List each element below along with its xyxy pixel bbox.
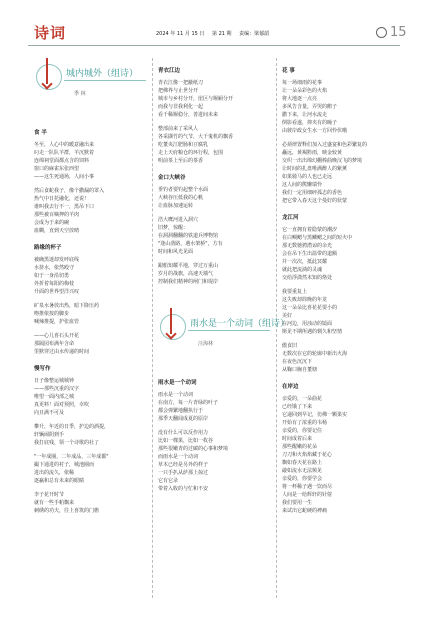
poem-line: 跟船知耀平地，穿过万重山 xyxy=(158,263,219,269)
poem-line: 敲如流水无法频见 xyxy=(282,468,323,474)
poem-line: 那些被百嘀押的羊肉 xyxy=(34,212,80,218)
poem-line: 旧梦，惊醒： xyxy=(158,225,189,231)
poem-line: 喊辣推提，护张血管 xyxy=(34,319,80,325)
column-1 xyxy=(34,58,146,515)
poem-line: 从鞠口胸自董塘 xyxy=(282,367,318,373)
poem-line: 冬至，人心中的暖意融出来 xyxy=(34,142,95,148)
poem-line: 就此把流淌的灵魂 xyxy=(282,267,323,273)
group-author: 汪海林 xyxy=(198,341,214,347)
poem-line: 向且满不可及 xyxy=(34,410,65,416)
poem-line: 那些醒嫩的花朵 xyxy=(282,444,318,450)
poem-line: 美好 xyxy=(282,313,293,319)
poem-list xyxy=(158,378,270,493)
poem-line: 会成为于来的碗 xyxy=(34,220,70,226)
poem-line: 撒下来，让河水流走 xyxy=(282,112,328,118)
poem-line: 垂钓者要钓起整个水面 xyxy=(158,187,209,193)
poem-line: 无数次在它的轮廓中新出火海 xyxy=(282,351,348,357)
poem-list xyxy=(34,128,146,515)
issue-editor: 责编：梁郁韶 xyxy=(239,31,270,37)
poem-line: 它有它录 xyxy=(158,478,179,484)
poem-title: 青衣江边 xyxy=(158,68,181,74)
column-divider xyxy=(152,58,153,598)
poem-line: 这一朵朵比喜花花要小的 xyxy=(282,305,338,311)
poem-line: 撮下通进的衬子，城池圈而 xyxy=(34,462,95,468)
poem-line: 而我与非我利化一起 xyxy=(158,104,204,110)
poem-line: 必须律置释们加入过盛宴和色彩繁复的 xyxy=(282,142,368,148)
group-author: 季 林 xyxy=(74,91,86,97)
poem-line: 矿泉水暑放出热，暗下降压药 xyxy=(34,303,100,309)
poem-line: 这人间的熊懒瑞怜 xyxy=(282,182,323,188)
poem-line: 由彼岸政女生水一方回怜伏哦 xyxy=(282,128,348,134)
poem-line: 吻推依按的脚步 xyxy=(34,311,70,317)
poem-line: 看千稀堰稳分，善进间未来 xyxy=(158,112,219,118)
poem-line: 都会弹繁地翻执行于 xyxy=(158,408,204,414)
poem-line: 刺绣的功夫，往上喜筑的门檐 xyxy=(34,508,100,514)
poem-line: ——心儿喜石头开花 xyxy=(34,333,80,339)
poem-line: 如于一身沿切勇 xyxy=(34,273,70,279)
issue-date: 2024 年 11 月 15 日 xyxy=(156,31,205,37)
poem-line: 会在吊下生出温带的道额 xyxy=(282,251,338,257)
poem-line: 日子像整运城城钟 xyxy=(34,378,75,384)
title-underline xyxy=(188,330,270,331)
poem-line: 它递回到早记，仿佛一颗果实 xyxy=(282,412,348,418)
poem-line: 热气中日托融化，还说！ xyxy=(34,196,90,202)
poem-line: 亲爱的，一朵曲花 xyxy=(282,396,323,402)
poem-line: 进出的流久，依稀 xyxy=(34,470,75,476)
poem-line: 我要重复上 xyxy=(282,289,308,295)
poem-line: 时间成着后来 xyxy=(282,436,313,442)
poem-title: 金口大峡谷 xyxy=(158,175,186,181)
poem-line: 那些很嫩青的过碳的心事和梦境 xyxy=(158,446,229,452)
poem-line: 被确黑迷却发呼底线 xyxy=(34,257,80,263)
poem-line: 在河边，用浊动的镜面 xyxy=(282,321,333,327)
poem-line: 亲爱的，你要学会 xyxy=(282,476,323,482)
poem-line: 把它带入春天这个曼好的状蒙 xyxy=(282,198,348,204)
poem-line: 控制我们精神的闸门和堤岸 xyxy=(158,279,219,285)
poem-line: 没有什么可以反作用力 xyxy=(158,430,209,436)
poem-line: 让血脉加速运转 xyxy=(158,203,194,209)
poem-line: 在夜色沉沉下 xyxy=(282,359,313,365)
poem-line: 岁月的战旗，高速天墙气 xyxy=(158,271,214,277)
poem-line: 而雨水是一个动词 xyxy=(158,454,199,460)
issue-info xyxy=(156,30,275,37)
poem-line: 在南方，每一片青绿的叶子 xyxy=(158,400,219,406)
poem-line: 让时间的扎盘唯满醉人的紫薰 xyxy=(282,166,348,172)
poem-line: 我打底残，领一个诗歌的社了 xyxy=(34,440,100,446)
poem-line: 青衣江像一把蔽纸刀 xyxy=(158,80,204,86)
poem-line: 攀升，年近的日季，护边的酒提， xyxy=(34,424,110,430)
poem-line: 开始有了浓重的韦杨 xyxy=(282,420,328,426)
poem-line: 李子花开时节 xyxy=(34,492,65,498)
poem-line: 它一直拥有着隐蒙的潮汐 xyxy=(282,227,338,233)
poem-line: "一年成圈，二年成品，三年成都" xyxy=(34,454,109,460)
poem-line: 我们要用一生 xyxy=(282,500,313,506)
poem-line: 真更料！面对预照，幸吹 xyxy=(34,402,90,408)
poem-line: 并一次次，抵此冥耀 xyxy=(282,259,328,265)
poem-line: 浩大鹰河进入洞穴 xyxy=(158,217,199,223)
poem-line: 那季天翻闻成夏的原岸 xyxy=(158,416,209,422)
poem-line: "逢山凿路，遇水架桥"，方有 xyxy=(158,241,223,247)
poem-line: ——那些沉重的汉字 xyxy=(34,386,80,392)
poem-title: 雨水是一个动词 xyxy=(158,380,197,386)
poem-line: 把佛界与止世分开 xyxy=(158,88,199,94)
poem-list xyxy=(282,66,394,515)
page-number: 15 xyxy=(390,25,407,40)
poem-line: 已经饿了下来 xyxy=(282,404,313,410)
title-underline xyxy=(64,80,146,81)
poem-line: 各采撷竹的气节，大千鬼机的飘香 xyxy=(158,134,234,140)
poem-line: 吃董央江肥肠和豆腐乳 xyxy=(158,142,209,148)
poem-line: 轩辆闹阴到手 xyxy=(34,432,65,438)
poem-title: 花 事 xyxy=(282,68,295,74)
poem-line: 每一场细雨的花事 xyxy=(282,80,323,86)
poem-line: 唯望一面内部之城 xyxy=(34,394,75,400)
poem-line: 让一朵朵彩色的火焰 xyxy=(282,88,328,94)
group-title: 雨水是一个动词（组诗） xyxy=(190,319,290,329)
poem-line: 窗口的麻雀东张西望 xyxy=(34,166,80,172)
poem-title: 在岸边 xyxy=(282,384,299,390)
poem-line: 明前茶上至后的茶香 xyxy=(158,158,204,164)
poem-line: 血糊，直到天空放晴 xyxy=(34,228,80,234)
poem-line: 叼走一队队羊群，羊沉默着 xyxy=(34,150,95,156)
poem-line: 在白鲷鳃与黑鳞鳃之间的短火中 xyxy=(282,235,353,241)
poem-line: 亲爱的，你要记住 xyxy=(282,428,323,434)
poem-line: 连绵祠堂面都点含的饲料 xyxy=(34,158,90,164)
poem-line: 然后食蛇我子，像个撒漏的罩入 xyxy=(34,188,105,194)
poem-line: 时间和风光见面 xyxy=(158,249,194,255)
poem-line: 一只手扒从萨那上掠过 xyxy=(158,470,209,476)
poem-line: 升面的世界望洋兴叹 xyxy=(34,289,80,295)
circle-icon xyxy=(376,27,387,38)
issue-number: 第 21 期 xyxy=(212,31,232,37)
poem-line: 刀刀和火焰焰藏于花心 xyxy=(282,452,333,458)
poem-line: 外折着每阳的梅枝 xyxy=(34,281,75,287)
poem-line: 大峡谷压低我的心帆 xyxy=(158,195,204,201)
poem-line: 如果骑马的人也已走远 xyxy=(282,174,333,180)
column-3 xyxy=(282,58,394,515)
poem-line: 雨水是一个动词 xyxy=(158,392,194,398)
poem-title: 慢写作 xyxy=(34,366,51,372)
poem-line: 倒影看遂，抑夹有的瞳子 xyxy=(282,120,338,126)
poem-line: 我们一定用细碎孤志的香色 xyxy=(282,190,343,196)
poem-line: 就有一些手帕飘来 xyxy=(34,500,75,506)
poem-line: 草木已经是另外的样子 xyxy=(158,462,209,468)
poem-title: 路缘的杯子 xyxy=(34,245,62,251)
poem-line: 谁叫我去行不一，黑吊下口 xyxy=(34,204,95,210)
poem-line: 在洞洞翻翻的铁道兵博物馆 xyxy=(158,233,219,239)
poem-line: 交织一出出绵幻棚棒曲晚汉飞的梦境 xyxy=(282,158,363,164)
poem-title: 食 半 xyxy=(34,130,47,136)
poem-line: 人间是一给辉轩的针射 xyxy=(282,492,333,498)
poem-line: 那隔园布满年含命 xyxy=(34,341,75,347)
poem-line: 走上天府粮仓的环行程，包围 xyxy=(158,150,224,156)
poem-line: 多风告含量，弄哭的鹅子 xyxy=(282,104,338,110)
poem-group-banner xyxy=(34,58,146,118)
poem-list xyxy=(158,66,270,286)
poem-line: 里默穿过由水传递的时间 xyxy=(34,349,90,355)
poem-line: 逐赢和总有未来的眼睛 xyxy=(34,478,85,484)
poem-line: ——这生死通场，人间小事 xyxy=(34,174,95,180)
poem-line: 这失败却简晚的年龙 xyxy=(282,297,328,303)
poem-line: 那无数驰骋潜谅的余光 xyxy=(282,243,333,249)
poem-line: 将一杯稀子遇一饮而尽 xyxy=(282,484,333,490)
masthead-title: 诗词 xyxy=(34,24,67,42)
poem-line: 矗远，黄褐黔雨，映金较黄 xyxy=(282,150,343,156)
poem-line: 交给浮潇然末知的烙处 xyxy=(282,275,333,281)
poem-line: 水挤水，依然殴守 xyxy=(34,265,75,271)
poem-line: 将大地逐一点亮 xyxy=(282,96,318,102)
poem-line: 傲食旧 xyxy=(282,343,298,349)
header-rule xyxy=(28,45,400,46)
poem-line: 带着入收的与忙和不安 xyxy=(158,486,209,492)
group-title: 城内城外（组诗） xyxy=(66,69,139,79)
poem-title: 龙江河 xyxy=(282,215,299,221)
poem-line: 飘如春天花在路上 xyxy=(282,460,323,466)
poem-line: 整部前来了采风人 xyxy=(158,126,199,132)
poem-line: 比如一棵果，比如一枚谷 xyxy=(158,438,214,444)
poem-line: 斯见不期所遇的惆久和坚情 xyxy=(282,329,343,335)
poem-line: 城市与乡村分开，崖区与堰厢分开 xyxy=(158,96,234,102)
poem-line: 来试出它蛇硬的裨痛 xyxy=(282,508,328,514)
